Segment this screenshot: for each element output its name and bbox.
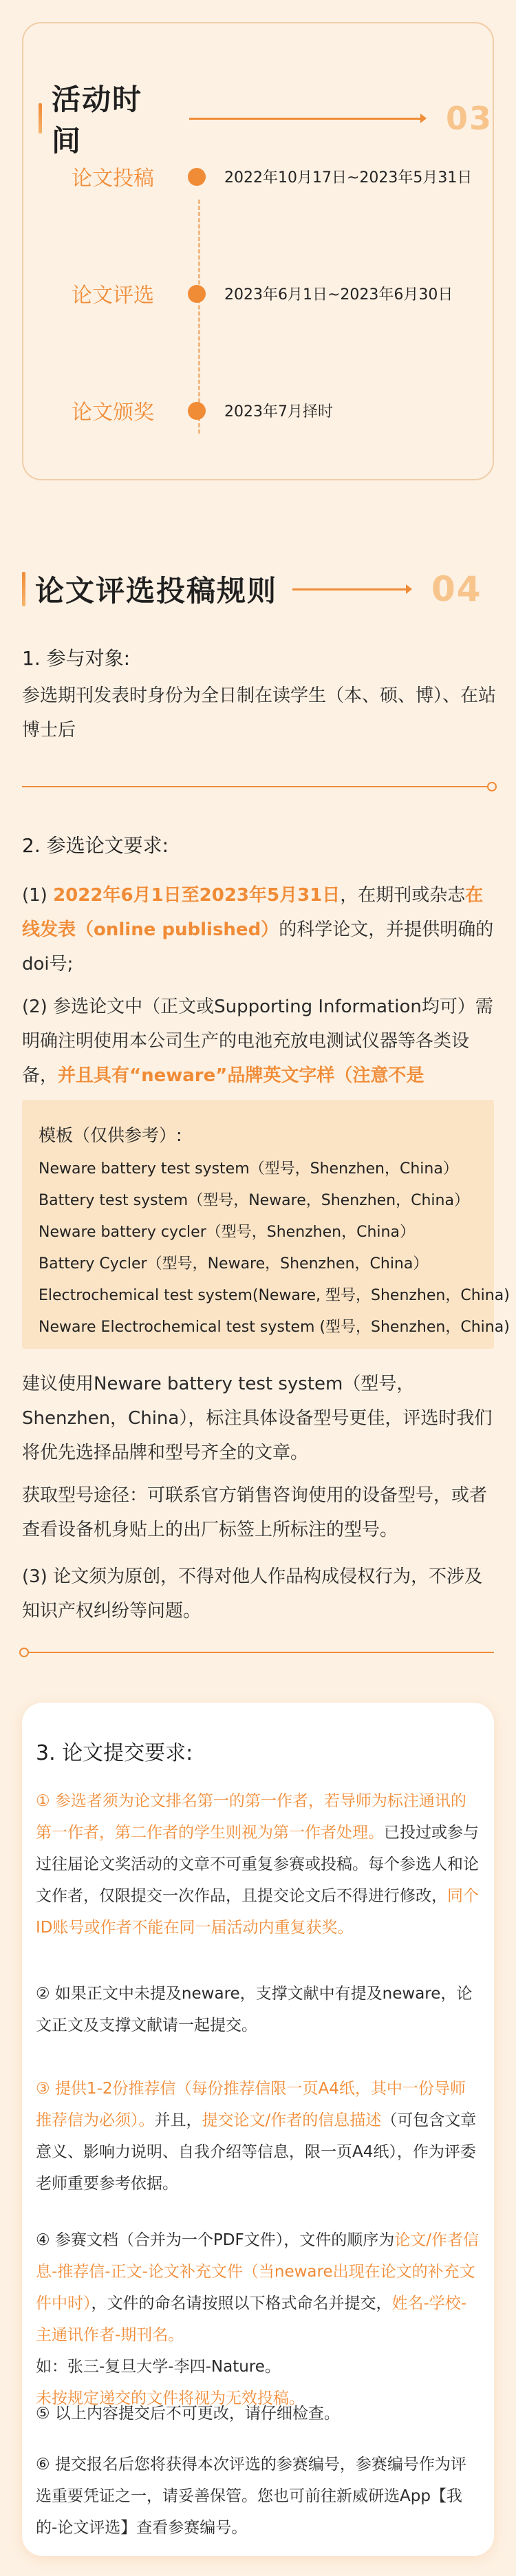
highlight-text: 并且具有“neware”品牌英文字样（注意不是 — [58, 1065, 424, 1086]
requirement-3: (3) 论文须为原创，不得对他人作品构成侵权行为，不涉及知识产权纠纷等问题。 — [22, 1566, 483, 1621]
template-line: Neware Electrochemical test system (型号，Shenzhen，China) — [39, 1319, 510, 1336]
template-line: Battery test system（型号，Neware，Shenzhen，China） — [39, 1192, 469, 1209]
activity-time-header — [39, 77, 493, 160]
highlight-text: 姓名-学校-主通讯作者-期刊名。 — [36, 2295, 467, 2344]
submission-item-3 — [36, 2073, 480, 2200]
highlight-text: 在线发表（online published） — [22, 885, 484, 940]
item-text: 如：张三-复旦大学-李四-Nature。 — [36, 2358, 281, 2376]
suggestion-text: 建议使用Neware battery test system（型号，Shenzhen，China），标注具体设备型号更佳，评选时我们将优先选择品牌和型号齐全的文章。 — [22, 1374, 493, 1463]
item-text: 并且， — [154, 2111, 202, 2129]
item-text: 已投过或参与过往届论文奖活动的文章不可重复参赛或投稿。每个参选人和论文作者，仅限提交一次作品，且提交论文后不得进行修改， — [36, 1824, 479, 1905]
timeline-date: 2023年6月1日~2023年6月30日 — [224, 286, 453, 304]
template-title: 模板（仅供参考）: — [39, 1125, 182, 1145]
section-number: 03 — [445, 100, 493, 137]
template-line: Neware battery cycler（型号，Shenzhen，China） — [39, 1224, 415, 1241]
requirement-1 — [22, 878, 497, 981]
activity-time-title: 活动时间 — [51, 83, 142, 158]
highlight-text: 提交论文/作者的信息描述 — [202, 2111, 382, 2129]
arrow-line-icon — [292, 588, 411, 590]
divider-end-dot — [19, 1648, 29, 1657]
timeline-row-award — [23, 396, 491, 424]
req-text: (2) 参选论文中（正文或Supporting Information均可）需明确注明使用本公司生产的电池充放电测试仪器等各类设备， — [22, 997, 493, 1086]
timeline-row-review — [23, 279, 491, 307]
submission-item-6: ⑥ 提交报名后您将获得本次评选的参赛编号，参赛编号作为评选重要凭证之一，请妥善保管。您也可前往新威研选App【我的-论文评选】查看参赛编号。 — [36, 2456, 466, 2537]
timeline-label: 论文投稿 — [72, 167, 154, 191]
rules-header — [22, 568, 482, 610]
submission-item-5: ⑤ 以上内容提交后不可更改，请仔细检查。 — [36, 2405, 340, 2423]
timeline-dot-icon — [188, 168, 206, 186]
requirements-heading: 2. 参选论文要求: — [22, 834, 169, 857]
highlight-text: 同个ID账号或作者不能在同一届活动内重复获奖。 — [36, 1887, 479, 1937]
participant-heading: 1. 参与对象: — [22, 647, 131, 670]
timeline-date: 2023年7月择时 — [224, 403, 333, 421]
timeline-row-submission — [23, 162, 491, 190]
item-text: （可包含文章意义、影响力说明、自我介绍等信息，限一页A4纸），作为评委老师重要参考依据。 — [36, 2111, 477, 2193]
template-line: Battery Cycler（型号，Neware，Shenzhen，China） — [39, 1255, 429, 1273]
template-line: Electrochemical test system(Neware, 型号，Shenzhen，China) — [39, 1287, 510, 1304]
highlight-text: ① 参选者须为论文排名第一的第一作者，若导师为标注通讯的第一作者，第二作者的学生则视为第一作者处理。 — [36, 1792, 466, 1842]
timeline-date: 2022年10月17日~2023年5月31日 — [224, 169, 473, 187]
submission-item-4 — [36, 2224, 480, 2414]
timeline-dot-icon — [188, 285, 206, 303]
timeline-label: 论文颁奖 — [72, 401, 154, 425]
section-divider — [22, 786, 494, 787]
title-accent-bar — [39, 103, 42, 134]
submission-item-2: ② 如果正文中未提及neware，支撑文献中有提及neware，论文正文及支撑文献请一起提交。 — [36, 1985, 473, 2034]
highlight-text: 论文/作者信息-推荐信-正文-论文补充文件（当neware出现在论文的补充文件中时） — [36, 2231, 479, 2312]
req-text: 的科学论文，并提供明确的doi号; — [22, 919, 494, 975]
submission-card — [22, 1703, 494, 2556]
highlight-text: 2022年6月1日至2023年5月31日 — [53, 885, 341, 906]
item-text: ④ 参赛文档（合并为一个PDF文件），文件的顺序为 — [36, 2231, 395, 2249]
submission-item-1 — [36, 1785, 480, 1944]
divider-end-dot — [487, 782, 497, 791]
arrow-line-icon — [189, 118, 425, 120]
section-divider — [22, 1652, 494, 1653]
submission-title: 3. 论文提交要求: — [36, 1741, 193, 1765]
item-text: ，文件的命名请按照以下格式命名并提交， — [91, 2295, 392, 2312]
req-text: ，在期刊或杂志 — [340, 885, 466, 906]
activity-time-card — [22, 22, 494, 480]
timeline-dot-icon — [188, 402, 206, 420]
rules-title: 论文评选投稿规则 — [35, 574, 278, 608]
template-line: Neware battery test system（型号，Shenzhen，China） — [39, 1160, 458, 1178]
req-text: (1) — [22, 885, 54, 906]
template-box — [22, 1100, 510, 1349]
highlight-text: ③ 提供1-2份推荐信（每份推荐信限一页A4纸，其中一份导师推荐信为必须）。 — [36, 2080, 466, 2129]
paper-requirements-section — [22, 829, 497, 1127]
participant-text: 参选期刊发表时身份为全日制在读学生（本、硕、博）、在站博士后 — [22, 685, 497, 741]
timeline-label: 论文评选 — [72, 284, 154, 308]
highlight-text: 未按规定递交的文件将视为无效投稿。 — [36, 2389, 305, 2407]
section-number: 04 — [431, 569, 482, 609]
participant-section — [22, 641, 497, 747]
obtain-model-text: 获取型号途径：可联系官方销售咨询使用的设备型号，或者查看设备机身贴上的出厂标签上所标注的型号。 — [22, 1485, 488, 1540]
title-accent-bar — [22, 572, 25, 606]
